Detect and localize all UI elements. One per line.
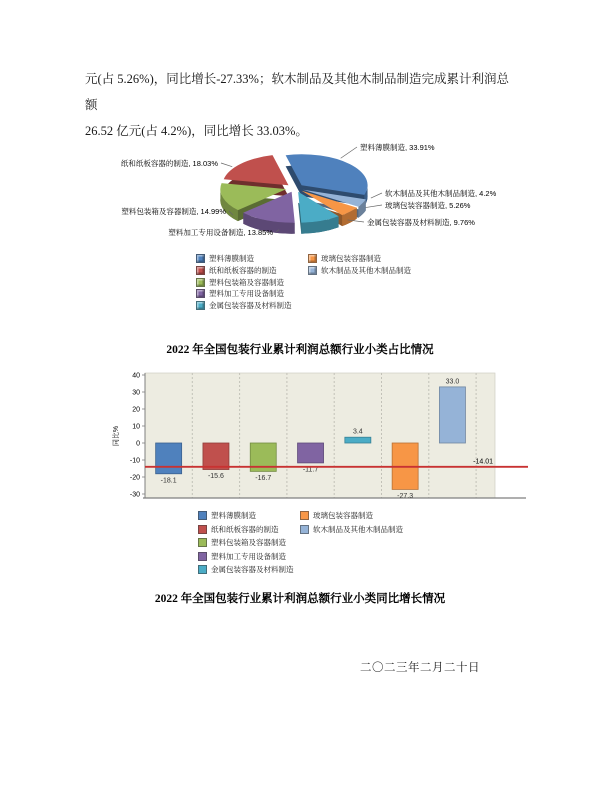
pie-chart-title: 2022 年全国包装行业累计利润总额行业小类占比情况 (166, 344, 434, 356)
legend-swatch-icon (198, 552, 207, 561)
y-axis-title: 同比% (113, 425, 120, 447)
pie-slice-label: 软木制品及其他木制品制造, 4.2% (385, 189, 497, 198)
y-tick-label: -20 (129, 474, 140, 482)
legend-swatch-icon (300, 511, 309, 520)
bar-value-label: -16.7 (255, 474, 272, 482)
paragraph-line-2: 26.52 亿元(占 4.2%)，同比增长 33.03%。 (85, 124, 308, 138)
bar-value-label: -11.7 (302, 466, 319, 474)
y-tick-label: -30 (129, 491, 140, 499)
legend-swatch-icon (308, 254, 317, 263)
legend-swatch-icon (196, 254, 205, 263)
bar (345, 437, 371, 443)
pie-slice-label: 玻璃包装容器制造, 5.26% (385, 201, 471, 210)
legend-label: 软木制品及其他木制品制造 (313, 524, 403, 534)
pie-label-leader-line (371, 193, 382, 198)
pie-chart (90, 132, 530, 250)
legend-label: 金属包装容器及材料制造 (209, 301, 292, 311)
legend-swatch-icon (300, 525, 309, 534)
legend-label: 玻璃包装容器制造 (313, 511, 373, 520)
legend-swatch-icon (308, 266, 317, 275)
pie-slice-label: 塑料加工专用设备制造, 13.85% (168, 228, 273, 237)
bar-value-label: -15.6 (207, 473, 224, 481)
y-tick-label: 10 (132, 423, 140, 431)
document-date: 二〇二三年二月二十日 (360, 662, 480, 674)
bar-chart (110, 363, 540, 513)
pie-label-leader-line (365, 205, 382, 208)
pie-slice-label: 金属包装容器及材料制造, 9.76% (367, 218, 475, 227)
legend-item (196, 288, 284, 299)
y-tick-label: 20 (132, 406, 140, 414)
legend-item (196, 253, 254, 264)
legend-swatch-icon (196, 278, 205, 287)
bar (439, 387, 465, 443)
y-tick-label: 40 (132, 372, 140, 380)
legend-swatch-icon (198, 565, 207, 574)
legend-item (300, 524, 403, 535)
pie-label-leader-line (221, 163, 232, 167)
bar (156, 443, 182, 474)
legend-swatch-icon (198, 525, 207, 534)
legend-label: 软木制品及其他木制品制造 (321, 265, 411, 275)
legend-item (196, 265, 277, 276)
legend-item (198, 537, 286, 548)
legend-label: 塑料薄膜制造 (209, 254, 254, 263)
legend-label: 塑料包装箱及容器制造 (209, 277, 284, 287)
y-tick-label: 0 (136, 440, 140, 448)
pie-label-leader-line (341, 147, 357, 158)
legend-item (198, 564, 294, 575)
bar-value-label: 3.4 (352, 428, 363, 436)
legend-label: 塑料薄膜制造 (211, 511, 256, 520)
legend-label: 玻璃包装容器制造 (321, 254, 381, 263)
legend-item (198, 524, 279, 535)
pie-slice-label: 塑料包装箱及容器制造, 14.99% (121, 207, 226, 216)
legend-item (198, 551, 286, 562)
legend-swatch-icon (196, 289, 205, 298)
legend-item (196, 277, 284, 288)
bar-chart-legend (198, 510, 518, 582)
bar-value-label: 33.0 (445, 378, 460, 386)
legend-item (198, 510, 256, 521)
bar-chart-title: 2022 年全国包装行业累计利润总额行业小类同比增长情况 (154, 593, 446, 605)
legend-item (196, 300, 292, 311)
legend-item (300, 510, 373, 521)
pie-slice-label: 纸和纸板容器的制造, 18.03% (120, 159, 218, 168)
bar-value-label: -18.1 (160, 477, 177, 485)
legend-label: 纸和纸板容器的制造 (209, 265, 277, 275)
legend-label: 塑料包装箱及容器制造 (211, 538, 286, 548)
legend-swatch-icon (198, 511, 207, 520)
bar (203, 443, 229, 470)
pie-slice-label: 塑料薄膜制造, 33.91% (360, 143, 435, 152)
reference-line-label: -14.01 (473, 458, 493, 466)
legend-swatch-icon (196, 266, 205, 275)
y-tick-label: -10 (129, 457, 140, 465)
bar-value-label: -27.3 (397, 492, 414, 500)
legend-item (308, 265, 411, 276)
legend-label: 纸和纸板容器的制造 (211, 524, 279, 534)
pie-chart-legend (196, 253, 516, 317)
paragraph-line-1: 元(占 5.26%)，同比增长-27.33%；软木制品及其他木制品制造完成累计利润总额 (85, 72, 509, 112)
legend-swatch-icon (198, 538, 207, 547)
legend-label: 塑料加工专用设备制造 (209, 289, 284, 299)
legend-item (308, 253, 381, 264)
legend-label: 金属包装容器及材料制造 (211, 565, 294, 575)
bar (298, 443, 324, 463)
legend-label: 塑料加工专用设备制造 (211, 551, 286, 561)
legend-swatch-icon (196, 301, 205, 310)
y-tick-label: 30 (132, 389, 140, 397)
